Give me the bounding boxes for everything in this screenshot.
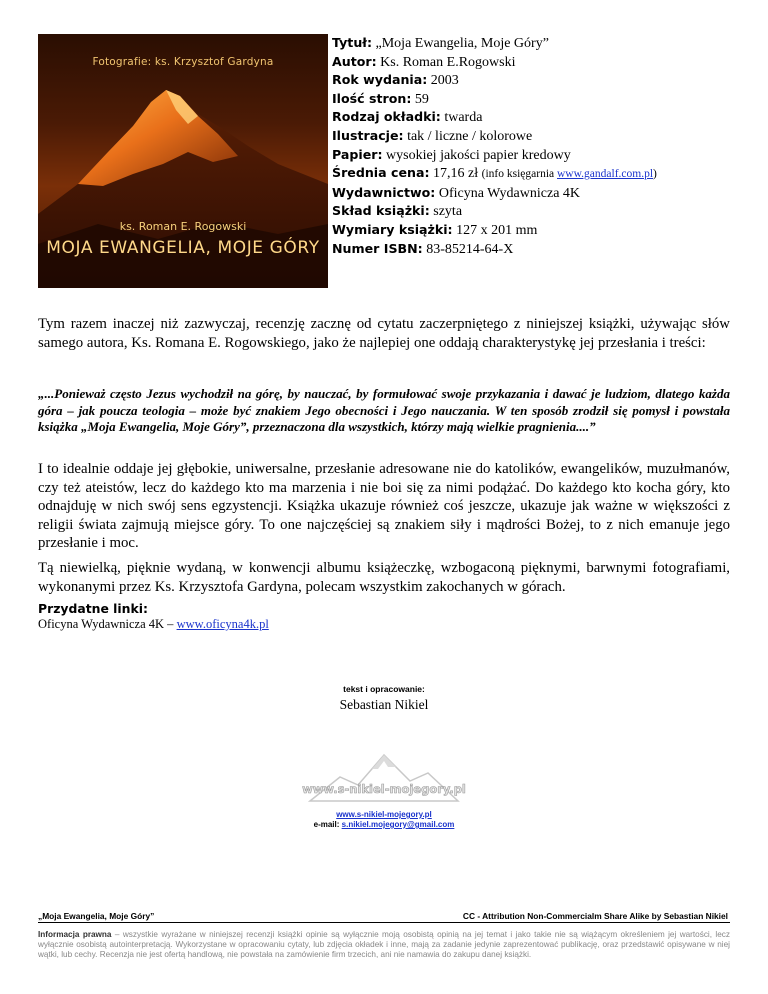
meta-value: 59 [414, 91, 429, 107]
price-note-prefix: (info księgarnia [481, 168, 557, 181]
meta-value: 83-85214-64-X [426, 241, 514, 257]
meta-value: Oficyna Wydawnicza 4K [438, 185, 581, 201]
meta-row-illustrations [332, 127, 752, 146]
footer-divider [38, 922, 730, 923]
useful-links-heading: Przydatne linki: [38, 601, 148, 616]
meta-value: 2003 [430, 73, 459, 89]
meta-key: Ilustracje: [332, 127, 404, 143]
contact-site-line [0, 810, 768, 819]
meta-value: Ks. Roman E.Rogowski [380, 54, 516, 70]
meta-row-price [332, 164, 752, 184]
legal-notice [38, 930, 730, 960]
meta-row-year [332, 71, 752, 90]
meta-key: Wydawnictwo: [332, 184, 436, 200]
meta-key: Ilość stron: [332, 90, 412, 106]
cover-author: ks. Roman E. Rogowski [119, 220, 247, 233]
mountain-logo-icon [300, 745, 468, 811]
meta-key: Wymiary książki: [332, 221, 453, 237]
site-link[interactable]: www.s-nikiel-mojegory.pl [336, 810, 432, 819]
meta-value: „Moja Ewangelia, Moje Góry” [375, 36, 549, 51]
meta-key: Skład książki: [332, 203, 430, 219]
meta-key: Papier: [332, 146, 383, 162]
price-note-suffix: ) [653, 168, 657, 181]
cover-title: MOJA EWANGELIA, MOJE GÓRY [46, 238, 320, 258]
intro-paragraph: Tym razem inaczej niż zazwyczaj, recenzję zacznę od cytatu zaczerpniętego z niniejszej książki, używając słów samego autora, Ks. Romana E. Rogowskiego, jako że najlepiej one oddają charakterystykę jej przesłania i treści: [38, 316, 730, 351]
meta-key: Rodzaj okładki: [332, 109, 441, 125]
quote-paragraph: „...Ponieważ często Jezus wychodził na górę, by nauczać, by formułować swoje przykazania i dawać je ludziom, dlatego każda góra – jak poucza teologia – może być znakiem Jego obecności i Jego nauczania. W ten sposób zrodził się pomysł i powstała książka „Moja Ewangelia, Moje Góry”, przeznaczona dla wszystkich, którzy mają wielkie pragnienia....” [38, 386, 730, 435]
credits-label: tekst i opracowanie: [343, 684, 425, 694]
meta-value: szyta [433, 204, 463, 220]
meta-row-paper [332, 146, 752, 165]
publisher-link[interactable]: www.oficyna4k.pl [176, 617, 269, 631]
contact-email-line [0, 820, 768, 829]
footer-book-title: „Moja Ewangelia, Moje Góry” [38, 911, 155, 921]
meta-value: 17,16 zł [433, 166, 479, 182]
meta-row-cover-type [332, 108, 752, 127]
meta-row-isbn [332, 240, 752, 259]
legal-text: – wszystkie wyrażane w niniejszej recenzji książki opinie są wyłącznie moją osobistą opinią na jej temat i jako takie nie są wiążącym określeniem jej wartości, lecz wyłącznie osobistą autointerpretacją. Wykorzystane w opracowaniu cytaty, lub zdjęcia okładek i inne, mają za zadanie jedynie zaprezentować publikację, oraz przedstawić opisywane w niej wątki, lub cechy. Recenzja nie jest ofertą handlową, nie powstała na zamówienie firm trzecich, ani nie namawia do zakupu danej książki. [38, 930, 730, 959]
meta-key: Autor: [332, 53, 377, 69]
publisher-link-label: Oficyna Wydawnicza 4K – [38, 617, 177, 631]
meta-row-publisher [332, 184, 752, 203]
price-note [482, 168, 657, 180]
gandalf-link[interactable]: www.gandalf.com.pl [557, 168, 654, 181]
meta-key: Rok wydania: [332, 72, 428, 88]
meta-row-pages [332, 90, 752, 109]
meta-row-binding [332, 202, 752, 221]
meta-value: 127 x 201 mm [456, 222, 538, 238]
site-logo [300, 745, 468, 811]
book-cover [38, 34, 328, 288]
legal-title: Informacja prawna [38, 930, 112, 939]
book-metadata [332, 34, 752, 258]
cover-photographer-credit: Fotografie: ks. Krzysztof Gardyna [92, 56, 274, 68]
meta-key: Średnia cena: [332, 165, 430, 181]
footer-license: CC - Attribution Non-Commercialm Share Alike by Sebastian Nikiel [462, 911, 728, 921]
logo-text: www.s-nikiel-mojegory.pl [302, 782, 466, 796]
meta-value: wysokiej jakości papier kredowy [386, 147, 571, 163]
meta-value: twarda [444, 110, 483, 126]
meta-value: tak / liczne / kolorowe [407, 128, 533, 144]
meta-row-title [332, 34, 752, 53]
meta-row-author [332, 53, 752, 72]
meta-row-dimensions [332, 221, 752, 240]
body-paragraph-2: I to idealnie oddaje jej głębokie, uniwersalne, przesłanie adresowane nie do katolików, ewangelików, muzułmanów, czy też ateistów, lecz do każdego kto ma marzenia i nie boi się za nimi podążać. Do każdego kto kocha góry, kto odnajduję w nich swój sens egzystencji. Książka ukazuje również coś jeszcze, ukazuje jak ważne w większości z religii świata zajmują miejsce góry. To one najczęściej są znakiem siły i mądrości Bożej, to z nich emanuje jego przesłanie i moc. [38, 461, 730, 551]
email-link[interactable]: s.nikiel.mojegory@gmail.com [341, 820, 455, 829]
meta-key: Numer ISBN: [332, 240, 423, 256]
body-paragraph-3: Tą niewielką, pięknie wydaną, w konwencji albumu książeczkę, wzbogaconą pięknymi, barwnymi fotografiami, wykonanymi przez Ks. Krzysztofa Gardyna, polecam wszystkim zakochanych w górach. [38, 560, 730, 595]
meta-key: Tytuł: [332, 35, 373, 50]
email-label: e-mail: [313, 820, 342, 829]
credits-name: Sebastian Nikiel [339, 697, 429, 712]
useful-links-line [38, 617, 269, 632]
